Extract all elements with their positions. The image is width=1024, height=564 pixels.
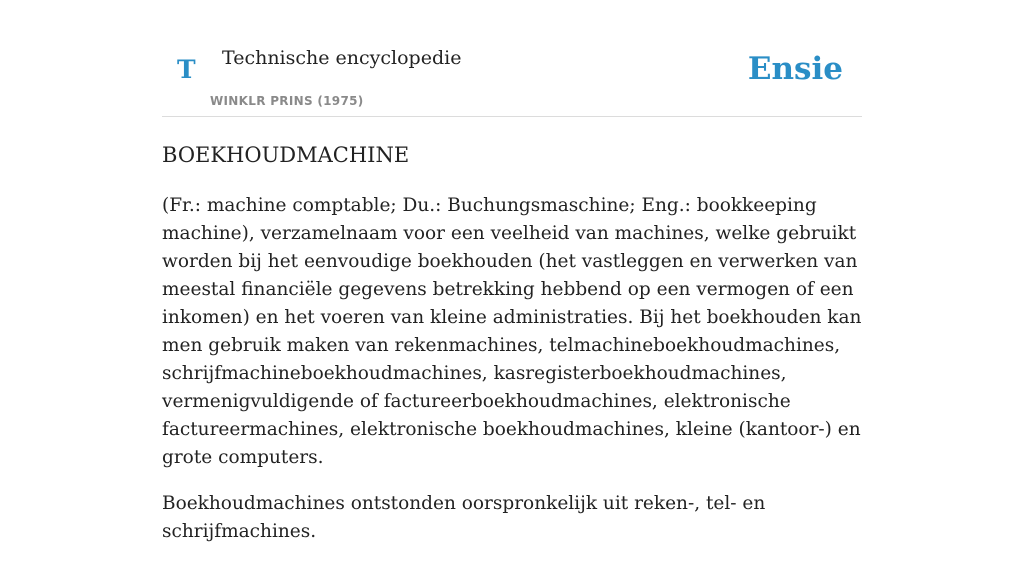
source-logo-icon[interactable]: T: [177, 55, 196, 84]
article-body: [162, 192, 862, 564]
article-paragraph: (Fr.: machine comptable; Du.: Buchungsmaschine; Eng.: bookkeeping machine), verzamelnaam voor een veelheid van machines, welke gebruikt worden bij het eenvoudige boekhouden (het vastleggen en verwerken van meestal financiële gegevens betrekking hebbend op een vermogen of een inkomen) en het voeren van kleine administraties. Bij het boekhouden kan men gebruik maken van rekenmachines, telmachineboekhoudmachines, schrijfmachineboekhoudmachines, kasregisterboekhoudmachines, vermenigvuldigende of factureerboekhoudmachines, elektronische factureermachines, elektronische boekhoudmachines, kleine (kantoor-) en grote computers.: [162, 195, 862, 468]
source-subtitle: WINKLR PRINS (1975): [210, 94, 364, 108]
source-title[interactable]: Technische encyclopedie: [222, 47, 462, 69]
article-paragraph: Boekhoudmachines ontstonden oorspronkelijk uit reken-, tel- en schrijfmachines.: [162, 493, 766, 542]
ensie-logo[interactable]: Ensie: [747, 51, 843, 87]
site-header: [162, 0, 862, 117]
article-title: BOEKHOUDMACHINE: [162, 143, 410, 167]
